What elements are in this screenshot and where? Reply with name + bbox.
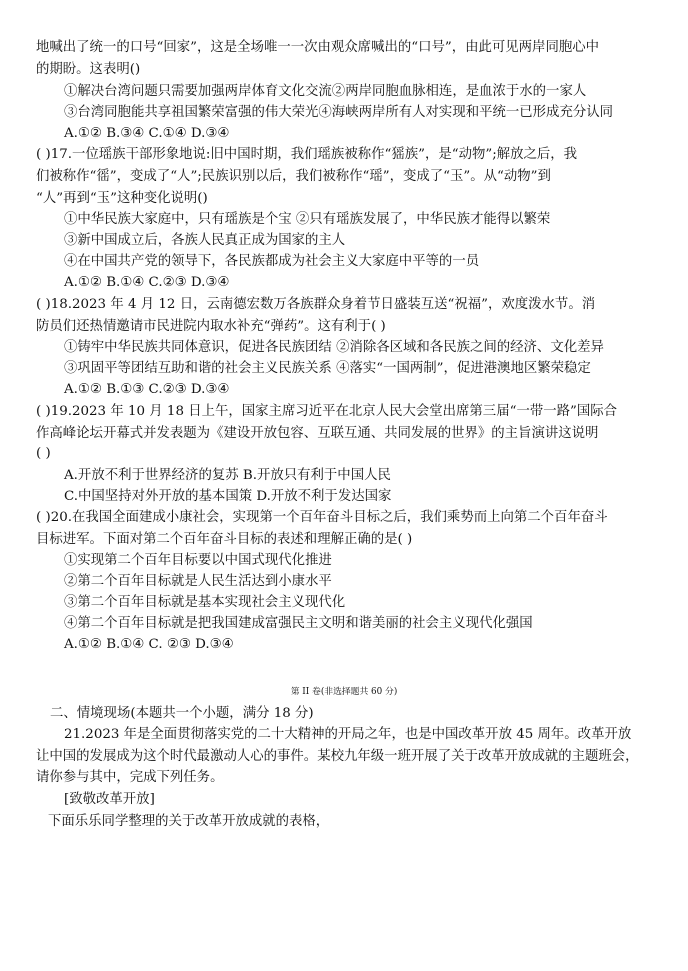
q18-stem-line-2: 防员们还热情邀请市民进院内取水补充“弹药”。这有利于( ) xyxy=(36,319,386,334)
q17-stem-line-3: “人”再到“玉”这种变化说明() xyxy=(36,191,208,206)
q20-stem-line-2: 目标进军。下面对第二个百年奋斗目标的表述和理解正确的是( ) xyxy=(36,532,413,547)
q19-option-line-2: C.中国坚持对外开放的基本国策 D.开放不利于发达国家 xyxy=(64,489,392,504)
q19-stem-line-3: ( ) xyxy=(36,446,51,461)
q17-stem-line-2: 们被称作“徭”，变成了“人”;民族识别以后，我们被称作“瑶”，变成了“玉”。从“动物”到 xyxy=(36,169,551,184)
part2-title: 第 II 卷(非选择题共 60 分) xyxy=(290,687,398,697)
q20-stem-line-1: ( )20.在我国全面建成小康社会，实现第一个百年奋斗目标之后，我们乘势而上向第二个百年奋斗 xyxy=(36,510,608,525)
q17-stem-line-1: ( )17.一位瑶族干部形象地说:旧中国时期，我们瑶族被称作“猺族”，是“动物”;解放之后，我 xyxy=(36,147,578,162)
q16-option-line-2: ③台湾同胞能共享祖国繁荣富强的伟大荣光④海峡两岸所有人对实现和平统一已形成充分认同 xyxy=(64,105,614,120)
q20-option-2: ②第二个百年目标就是人民生活达到小康水平 xyxy=(64,574,332,589)
q18-option-1: ①铸牢中华民族共同体意识，促进各民族团结 ②消除各区域和各民族之间的经济、文化差异 xyxy=(64,340,604,355)
section-heading: 二、情境现场(本题共一个小题，满分 18 分) xyxy=(50,706,314,721)
q21-subsection-text: 下面乐乐同学整理的关于改革开放成就的表格， xyxy=(48,814,330,829)
q21-stem-line-2: 让中国的发展成为这个时代最激动人心的事件。某校九年级一班开展了关于改革开放成就的主题班会， xyxy=(36,749,639,764)
q20-choices: A.①② B.①④ C. ②③ D.③④ xyxy=(64,637,234,652)
q16-stem-line-2: 的期盼。这表明() xyxy=(36,62,141,77)
q20-option-1: ①实现第二个百年目标要以中国式现代化推进 xyxy=(64,553,332,568)
q17-option-1: ①中华民族大家庭中，只有瑶族是个宝 ②只有瑶族发展了，中华民族才能得以繁荣 xyxy=(64,212,551,227)
q21-stem-line-1: 21.2023 年是全面贯彻落实党的二十大精神的开局之年，也是中国改革开放 45 周年。改革开放 xyxy=(64,727,632,742)
q16-option-line-1: ①解决台湾问题只需要加强两岸体育文化交流②两岸同胞血脉相连，是血浓于水的一家人 xyxy=(64,84,587,99)
q17-option-2: ③新中国成立后，各族人民真正成为国家的主人 xyxy=(64,233,346,248)
q18-option-2: ③巩固平等团结互助和谐的社会主义民族关系 ④落实“一国两制”，促进港澳地区繁荣稳定 xyxy=(64,361,591,376)
q19-stem-line-2: 作高峰论坛开幕式并发表题为《建设开放包容、互联互通、共同发展的世界》的主旨演讲这说明 xyxy=(36,426,599,441)
q18-choices: A.①② B.①③ C.②③ D.③④ xyxy=(64,382,230,397)
q17-choices: A.①② B.①④ C.②③ D.③④ xyxy=(64,275,230,290)
q16-stem-line-1: 地喊出了统一的口号“回家”，这是全场唯一一次由观众席喊出的“口号”，由此可见两岸同胞心中 xyxy=(36,40,600,55)
q20-option-4: ④第二个百年目标就是把我国建成富强民主文明和谐美丽的社会主义现代化强国 xyxy=(64,616,533,631)
q19-stem-line-1: ( )19.2023 年 10 月 18 日上午，国家主席习近平在北京人民大会堂出席第三届“一带一路”国际合 xyxy=(36,404,618,419)
q16-choices: A.①② B.③④ C.①④ D.③④ xyxy=(64,126,230,141)
q18-stem-line-1: ( )18.2023 年 4 月 12 日，云南德宏数万各族群众身着节日盛装互送“祝福”，欢度泼水节。消 xyxy=(36,297,596,312)
q17-option-3: ④在中国共产党的领导下，各民族都成为社会主义大家庭中平等的一员 xyxy=(64,254,480,269)
q21-stem-line-3: 请你参与其中，完成下列任务。 xyxy=(36,770,224,785)
q19-option-line-1: A.开放不利于世界经济的复苏 B.开放只有利于中国人民 xyxy=(64,468,391,483)
q21-subsection-title: [致敬改革开放] xyxy=(64,792,155,807)
q20-option-3: ③第二个百年目标就是基本实现社会主义现代化 xyxy=(64,595,346,610)
